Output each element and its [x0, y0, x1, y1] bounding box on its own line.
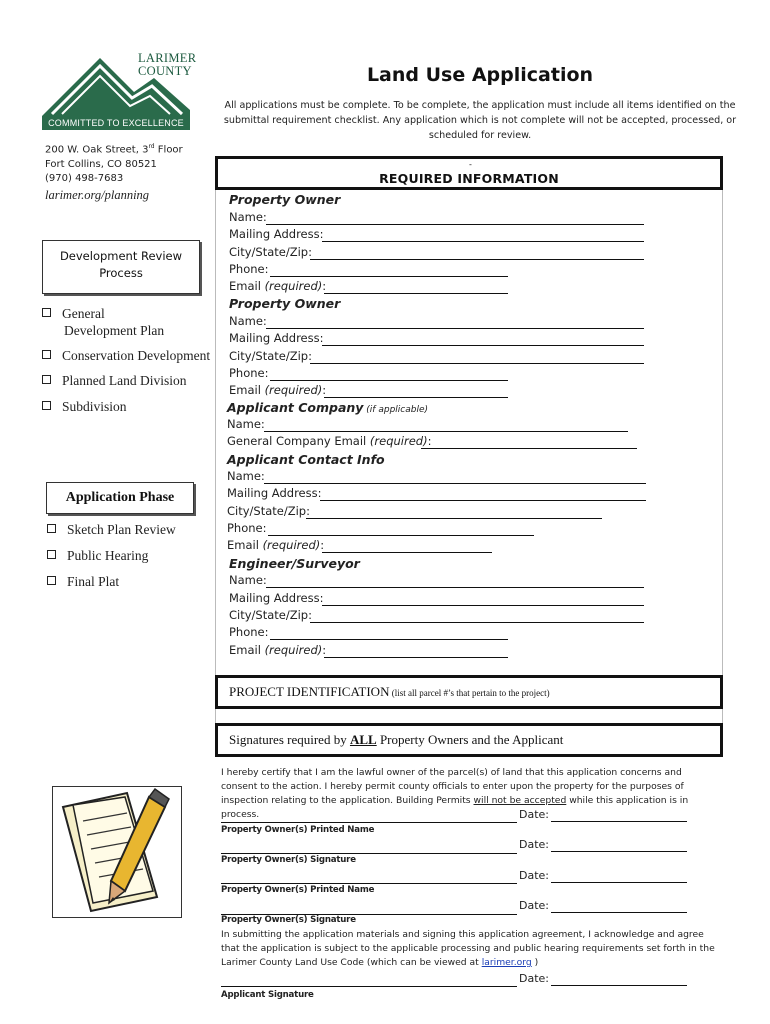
owner1-mailing-field[interactable] — [322, 241, 644, 242]
property-owner-1-heading: Property Owner — [229, 192, 341, 207]
engineer-city-field[interactable] — [310, 622, 644, 623]
page-title: Land Use Application — [366, 64, 594, 86]
owner1-email-label: Email (required): — [229, 279, 327, 293]
contact-mailing-field[interactable] — [320, 500, 646, 501]
general-development-plan-label: Development Plan — [64, 323, 165, 338]
checkbox-subdivision[interactable]: Subdivision — [42, 399, 127, 415]
property-owner-2-heading: Property Owner — [229, 296, 341, 311]
owner-signature-1-caption: Property Owner(s) Signature — [221, 855, 356, 865]
logo-wordmark: LARIMER COUNTY — [138, 51, 197, 78]
owner2-mailing-label: Mailing Address: — [229, 331, 324, 345]
required-information-header: - REQUIRED INFORMATION — [215, 156, 723, 190]
owner1-email-field[interactable] — [324, 293, 508, 294]
website-link[interactable]: larimer.org/planning — [45, 187, 150, 202]
company-name-label: Name: — [227, 417, 265, 431]
checkbox-icon[interactable] — [47, 524, 56, 533]
owner2-mailing-field[interactable] — [322, 345, 644, 346]
checkbox-public-hearing[interactable]: Public Hearing — [47, 548, 148, 564]
applicant-company-heading: Applicant Company (if applicable) — [227, 400, 429, 415]
owner-printed-name-1-line[interactable] — [221, 822, 517, 823]
checkbox-icon[interactable] — [42, 401, 51, 410]
checkbox-icon[interactable] — [42, 308, 51, 317]
owner2-name-field[interactable] — [266, 328, 644, 329]
contact-email-label: Email (required): — [227, 538, 325, 552]
owner1-mailing-label: Mailing Address: — [229, 227, 324, 241]
date-field-3[interactable] — [551, 882, 687, 883]
company-email-field[interactable] — [421, 448, 637, 449]
engineer-city-label: City/State/Zip: — [229, 608, 312, 622]
owner2-city-label: City/State/Zip: — [229, 349, 312, 363]
checkbox-icon[interactable] — [42, 350, 51, 359]
company-name-field[interactable] — [264, 431, 628, 432]
owner-signature-2-caption: Property Owner(s) Signature — [221, 915, 356, 925]
date-label: Date: — [519, 899, 549, 912]
project-identification-space — [215, 709, 723, 723]
owner-signature-1-line[interactable] — [221, 853, 517, 854]
checkbox-final-plat[interactable]: Final Plat — [47, 574, 119, 590]
intro-text: All applications must be complete. To be complete, the application must include all items identified on the submittal requirement checklist. Any application which is not complete will not be accepted, processed, or scheduled for review. — [223, 100, 737, 141]
owner2-phone-label: Phone: — [229, 366, 269, 380]
date-label: Date: — [519, 838, 549, 851]
applicant-contact-heading: Applicant Contact Info — [227, 452, 385, 467]
owner-printed-name-2-line[interactable] — [221, 883, 517, 884]
owner1-phone-field[interactable] — [270, 276, 508, 277]
checkbox-sketch-plan-review[interactable]: Sketch Plan Review — [47, 522, 176, 538]
date-label: Date: — [519, 808, 549, 821]
contact-name-field[interactable] — [264, 483, 646, 484]
contact-phone-label: Phone: — [227, 521, 267, 535]
date-field-1[interactable] — [551, 821, 687, 822]
contact-city-label: City/State/Zip: — [227, 504, 310, 518]
checkbox-icon[interactable] — [42, 375, 51, 384]
company-email-label: General Company Email (required): — [227, 434, 432, 448]
owner2-phone-field[interactable] — [270, 380, 508, 381]
pencil-paper-icon — [52, 786, 182, 918]
owner1-city-field[interactable] — [310, 259, 644, 260]
checkbox-planned-land-division[interactable]: Planned Land Division — [42, 373, 187, 389]
owner-printed-name-1-caption: Property Owner(s) Printed Name — [221, 825, 375, 835]
checkbox-icon[interactable] — [47, 550, 56, 559]
contact-phone-field[interactable] — [268, 535, 534, 536]
county-logo — [42, 51, 197, 130]
certification-text: I hereby certify that I am the lawful owner of the parcel(s) of land that this application concerns and consent to the action. I hereby permit county officials to enter upon the property for the purposes of inspection relating to the application. Building Permits will not be accepted while this application is in process. — [221, 767, 689, 820]
signatures-header: Signatures required by ALL Property Owners and the Applicant — [215, 723, 723, 757]
larimer-link[interactable]: larimer.org — [481, 957, 532, 968]
contact-mailing-label: Mailing Address: — [227, 486, 322, 500]
owner1-phone-label: Phone: — [229, 262, 269, 276]
date-field-4[interactable] — [551, 912, 687, 913]
owner2-city-field[interactable] — [310, 363, 644, 364]
owner2-name-label: Name: — [229, 314, 267, 328]
engineer-mailing-label: Mailing Address: — [229, 591, 324, 605]
engineer-surveyor-heading: Engineer/Surveyor — [229, 556, 360, 571]
application-phase-box: Application Phase — [46, 482, 194, 514]
logo-tagline: COMMITTED TO EXCELLENCE — [42, 116, 190, 130]
checkbox-icon[interactable] — [47, 576, 56, 585]
agreement-text: In submitting the application materials and signing this application agreement, I acknowledge and agree that the application is subject to the applicable processing and public hearing requirements set forth in the Larimer County Land Use Code (which can be viewed at larimer.org ) — [221, 929, 715, 968]
date-field-5[interactable] — [551, 985, 687, 986]
development-review-process-box: Development Review Process — [42, 240, 200, 294]
contact-email-field[interactable] — [322, 552, 492, 553]
engineer-name-field[interactable] — [266, 587, 644, 588]
project-identification-box[interactable]: PROJECT IDENTIFICATION (list all parcel #’s that pertain to the project) — [215, 675, 723, 709]
engineer-phone-field[interactable] — [270, 639, 508, 640]
owner1-city-label: City/State/Zip: — [229, 245, 312, 259]
engineer-email-field[interactable] — [324, 657, 508, 658]
owner-printed-name-2-caption: Property Owner(s) Printed Name — [221, 885, 375, 895]
engineer-phone-label: Phone: — [229, 625, 269, 639]
applicant-signature-caption: Applicant Signature — [221, 990, 314, 1000]
contact-city-field[interactable] — [306, 518, 602, 519]
date-label: Date: — [519, 972, 549, 985]
engineer-mailing-field[interactable] — [322, 605, 644, 606]
date-label: Date: — [519, 869, 549, 882]
office-address: 200 W. Oak Street, 3rd Floor Fort Collins, CO 80521 (970) 498-7683 larimer.org/planning — [45, 143, 183, 202]
contact-name-label: Name: — [227, 469, 265, 483]
engineer-name-label: Name: — [229, 573, 267, 587]
checkbox-general-development-plan[interactable]: General — [42, 306, 105, 322]
owner1-name-label: Name: — [229, 210, 267, 224]
owner2-email-field[interactable] — [324, 397, 508, 398]
owner1-name-field[interactable] — [266, 224, 644, 225]
date-field-2[interactable] — [551, 851, 687, 852]
applicant-signature-line[interactable] — [221, 986, 517, 987]
engineer-email-label: Email (required): — [229, 643, 327, 657]
checkbox-conservation-development[interactable]: Conservation Development — [42, 348, 210, 364]
owner2-email-label: Email (required): — [229, 383, 327, 397]
